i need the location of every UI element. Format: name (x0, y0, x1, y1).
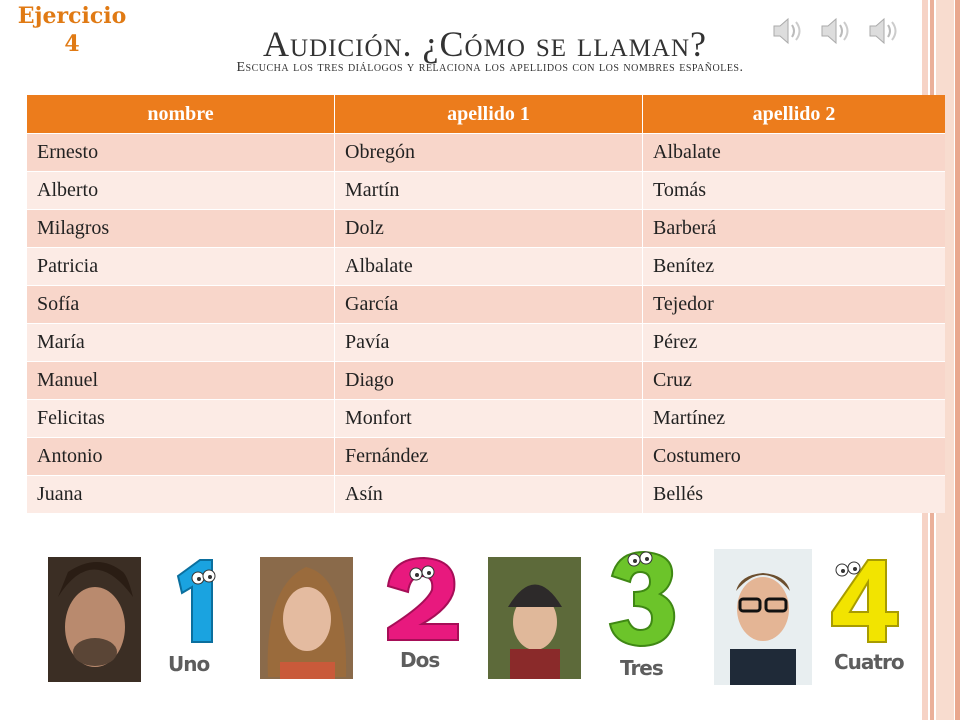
column-header: apellido 2 (643, 95, 946, 134)
table-cell: María (27, 324, 335, 362)
speaker-icon[interactable] (770, 14, 804, 48)
speaker-icon[interactable] (818, 14, 852, 48)
table-cell: Tomás (643, 172, 946, 210)
table-row (27, 134, 945, 172)
table-cell: Albalate (335, 248, 643, 286)
audio-controls (770, 14, 900, 48)
table-cell: Milagros (27, 210, 335, 248)
number-one-icon (164, 556, 224, 646)
table-cell: Felicitas (27, 400, 335, 438)
page-subtitle: Escucha los tres diálogos y relaciona los apellidos con los nombres españoles. (236, 60, 744, 75)
table-cell: Monfort (335, 400, 643, 438)
table-row (27, 438, 945, 476)
table-row (27, 248, 945, 286)
exercise-number: 4 (64, 31, 80, 57)
exercise-label (16, 2, 128, 58)
table-cell: Pérez (643, 324, 946, 362)
table-cell: Martínez (643, 400, 946, 438)
number-word: Cuatro (834, 650, 904, 674)
table-cell: Dolz (335, 210, 643, 248)
table-row (27, 324, 945, 362)
table-cell: Pavía (335, 324, 643, 362)
person-photo-1 (48, 557, 141, 682)
table-header-row (27, 95, 945, 134)
table-cell: Asín (335, 476, 643, 514)
table-cell: Bellés (643, 476, 946, 514)
table-row (27, 286, 945, 324)
table-cell: Juana (27, 476, 335, 514)
decorative-stripe (955, 0, 960, 720)
table-cell: Diago (335, 362, 643, 400)
page-title: Audición. ¿Cómo se llaman? (263, 24, 707, 64)
exercise-label-text: Ejercicio (17, 3, 127, 29)
table-cell: Cruz (643, 362, 946, 400)
table-cell: Manuel (27, 362, 335, 400)
table-row (27, 210, 945, 248)
number-word: Dos (400, 648, 440, 672)
table-row (27, 172, 945, 210)
number-four-icon (828, 556, 908, 646)
table-row (27, 362, 945, 400)
column-header: apellido 1 (335, 95, 643, 134)
number-word: Tres (620, 656, 663, 680)
person-photo-3 (488, 557, 581, 679)
table-row (27, 476, 945, 514)
table-cell: Benítez (643, 248, 946, 286)
number-two-icon (380, 556, 464, 642)
number-three-icon (604, 548, 676, 648)
table-cell: García (335, 286, 643, 324)
table-row (27, 400, 945, 438)
person-photo-4 (714, 549, 812, 685)
table-cell: Martín (335, 172, 643, 210)
table-cell: Obregón (335, 134, 643, 172)
names-table (27, 95, 945, 513)
table-cell: Barberá (643, 210, 946, 248)
table-cell: Tejedor (643, 286, 946, 324)
number-word: Uno (168, 652, 210, 676)
speaker-icon[interactable] (866, 14, 900, 48)
table-cell: Patricia (27, 248, 335, 286)
column-header: nombre (27, 95, 335, 134)
table-cell: Alberto (27, 172, 335, 210)
person-photo-2 (260, 557, 353, 679)
table-cell: Albalate (643, 134, 946, 172)
table-cell: Sofía (27, 286, 335, 324)
table-cell: Fernández (335, 438, 643, 476)
table-cell: Costumero (643, 438, 946, 476)
table-cell: Ernesto (27, 134, 335, 172)
table-cell: Antonio (27, 438, 335, 476)
